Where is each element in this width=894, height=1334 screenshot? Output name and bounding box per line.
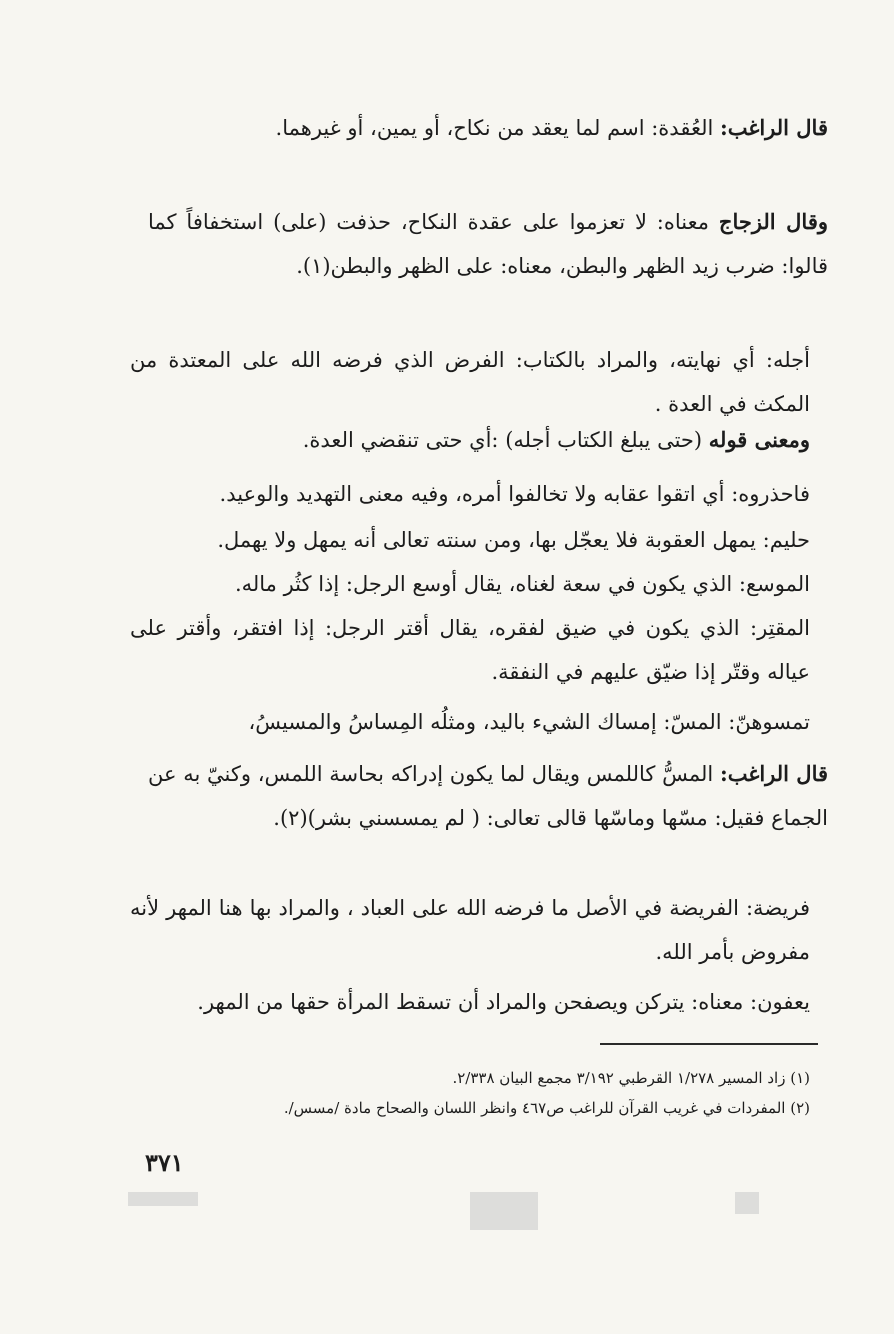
body-text: (حتى يبلغ الكتاب أجله) :أي حتى تنقضي العدة.: [302, 428, 709, 452]
lead-text: ومعنى قوله: [708, 427, 810, 452]
footnote-divider: [600, 1043, 818, 1045]
body-text: أجله: أي نهايته، والمراد بالكتاب: الفرض الذي فرضه الله على المعتدة من المكث في العدة .: [130, 348, 810, 416]
paragraph-al-musi: [130, 562, 810, 606]
paragraph-farida: [130, 886, 810, 974]
scan-noise: [735, 1192, 759, 1214]
footnote-2: (٢) المفردات في غريب القرآن للراغب ص٤٦٧ وانظر اللسان والصحاح مادة /مسس/.: [283, 1099, 810, 1117]
paragraph-al-muqtir: [130, 606, 810, 694]
paragraph-ajalahu: [130, 338, 810, 426]
lead-text: وقال الزجاج: [718, 209, 828, 234]
body-text: فريضة: الفريضة في الأصل ما فرضه الله على العباد ، والمراد بها هنا المهر لأنه مفروض بأمر الله.: [130, 896, 810, 964]
paragraph-maana-qawlihi: [130, 418, 810, 462]
lead-text: قال الراغب:: [719, 115, 828, 140]
body-text: الموسع: الذي يكون في سعة لغناه، يقال أوسع الرجل: إذا كثُر ماله.: [234, 572, 810, 596]
paragraph-fahdharuhu: [130, 472, 810, 516]
paragraph-halim: [130, 518, 810, 562]
paragraph-tamassuhunna: [130, 700, 810, 744]
lead-text: قال الراغب:: [719, 761, 829, 786]
body-text: يعفون: معناه: يتركن ويصفحن والمراد أن تسقط المرأة حقها من المهر.: [197, 990, 810, 1014]
body-text: حليم: يمهل العقوبة فلا يعجّل بها، ومن سنته تعالى أنه يمهل ولا يهمل.: [217, 528, 810, 552]
scan-noise: [470, 1192, 538, 1230]
paragraph-raghib-mass: [148, 752, 828, 840]
scan-noise: [128, 1192, 198, 1206]
body-text: المقتِر: الذي يكون في ضيق لفقره، يقال أقتر الرجل: إذا افتقر، وأقتر على عياله وقتّر إذا ضيّق عليهم في النفقة.: [130, 616, 810, 684]
body-text: تمسوهنّ: المسّ: إمساك الشيء باليد، ومثلُه المِساسُ والمسيسُ،: [248, 710, 810, 734]
body-text: معناه: لا تعزموا على عقدة النكاح، حذفت (على) استخفافاً كما قالوا: ضرب زيد الظهر والبطن، معناه: على الظهر والبطن(١).: [148, 210, 828, 278]
paragraph-zajjaj: [148, 200, 828, 288]
body-text: المسُّ كاللمس ويقال لما يكون إدراكه بحاسة اللمس، وكنيّ به عن الجماع فقيل: مسّها وماسّها قالى تعالى: ( لم يمسسني بشر)(٢).: [148, 762, 828, 830]
paragraph-raghib-uqda: [148, 106, 828, 150]
paragraph-yafuna: [130, 980, 810, 1024]
body-text: فاحذروه: أي اتقوا عقابه ولا تخالفوا أمره، وفيه معنى التهديد والوعيد.: [219, 482, 810, 506]
body-text: العُقدة: اسم لما يعقد من نكاح، أو يمين، أو غيرهما.: [275, 116, 720, 140]
footnote-1: (١) زاد المسير ١/٢٧٨ القرطبي ٣/١٩٢ مجمع البيان ٢/٣٣٨.: [452, 1069, 810, 1087]
page-number: ٣٧١: [145, 1148, 184, 1177]
